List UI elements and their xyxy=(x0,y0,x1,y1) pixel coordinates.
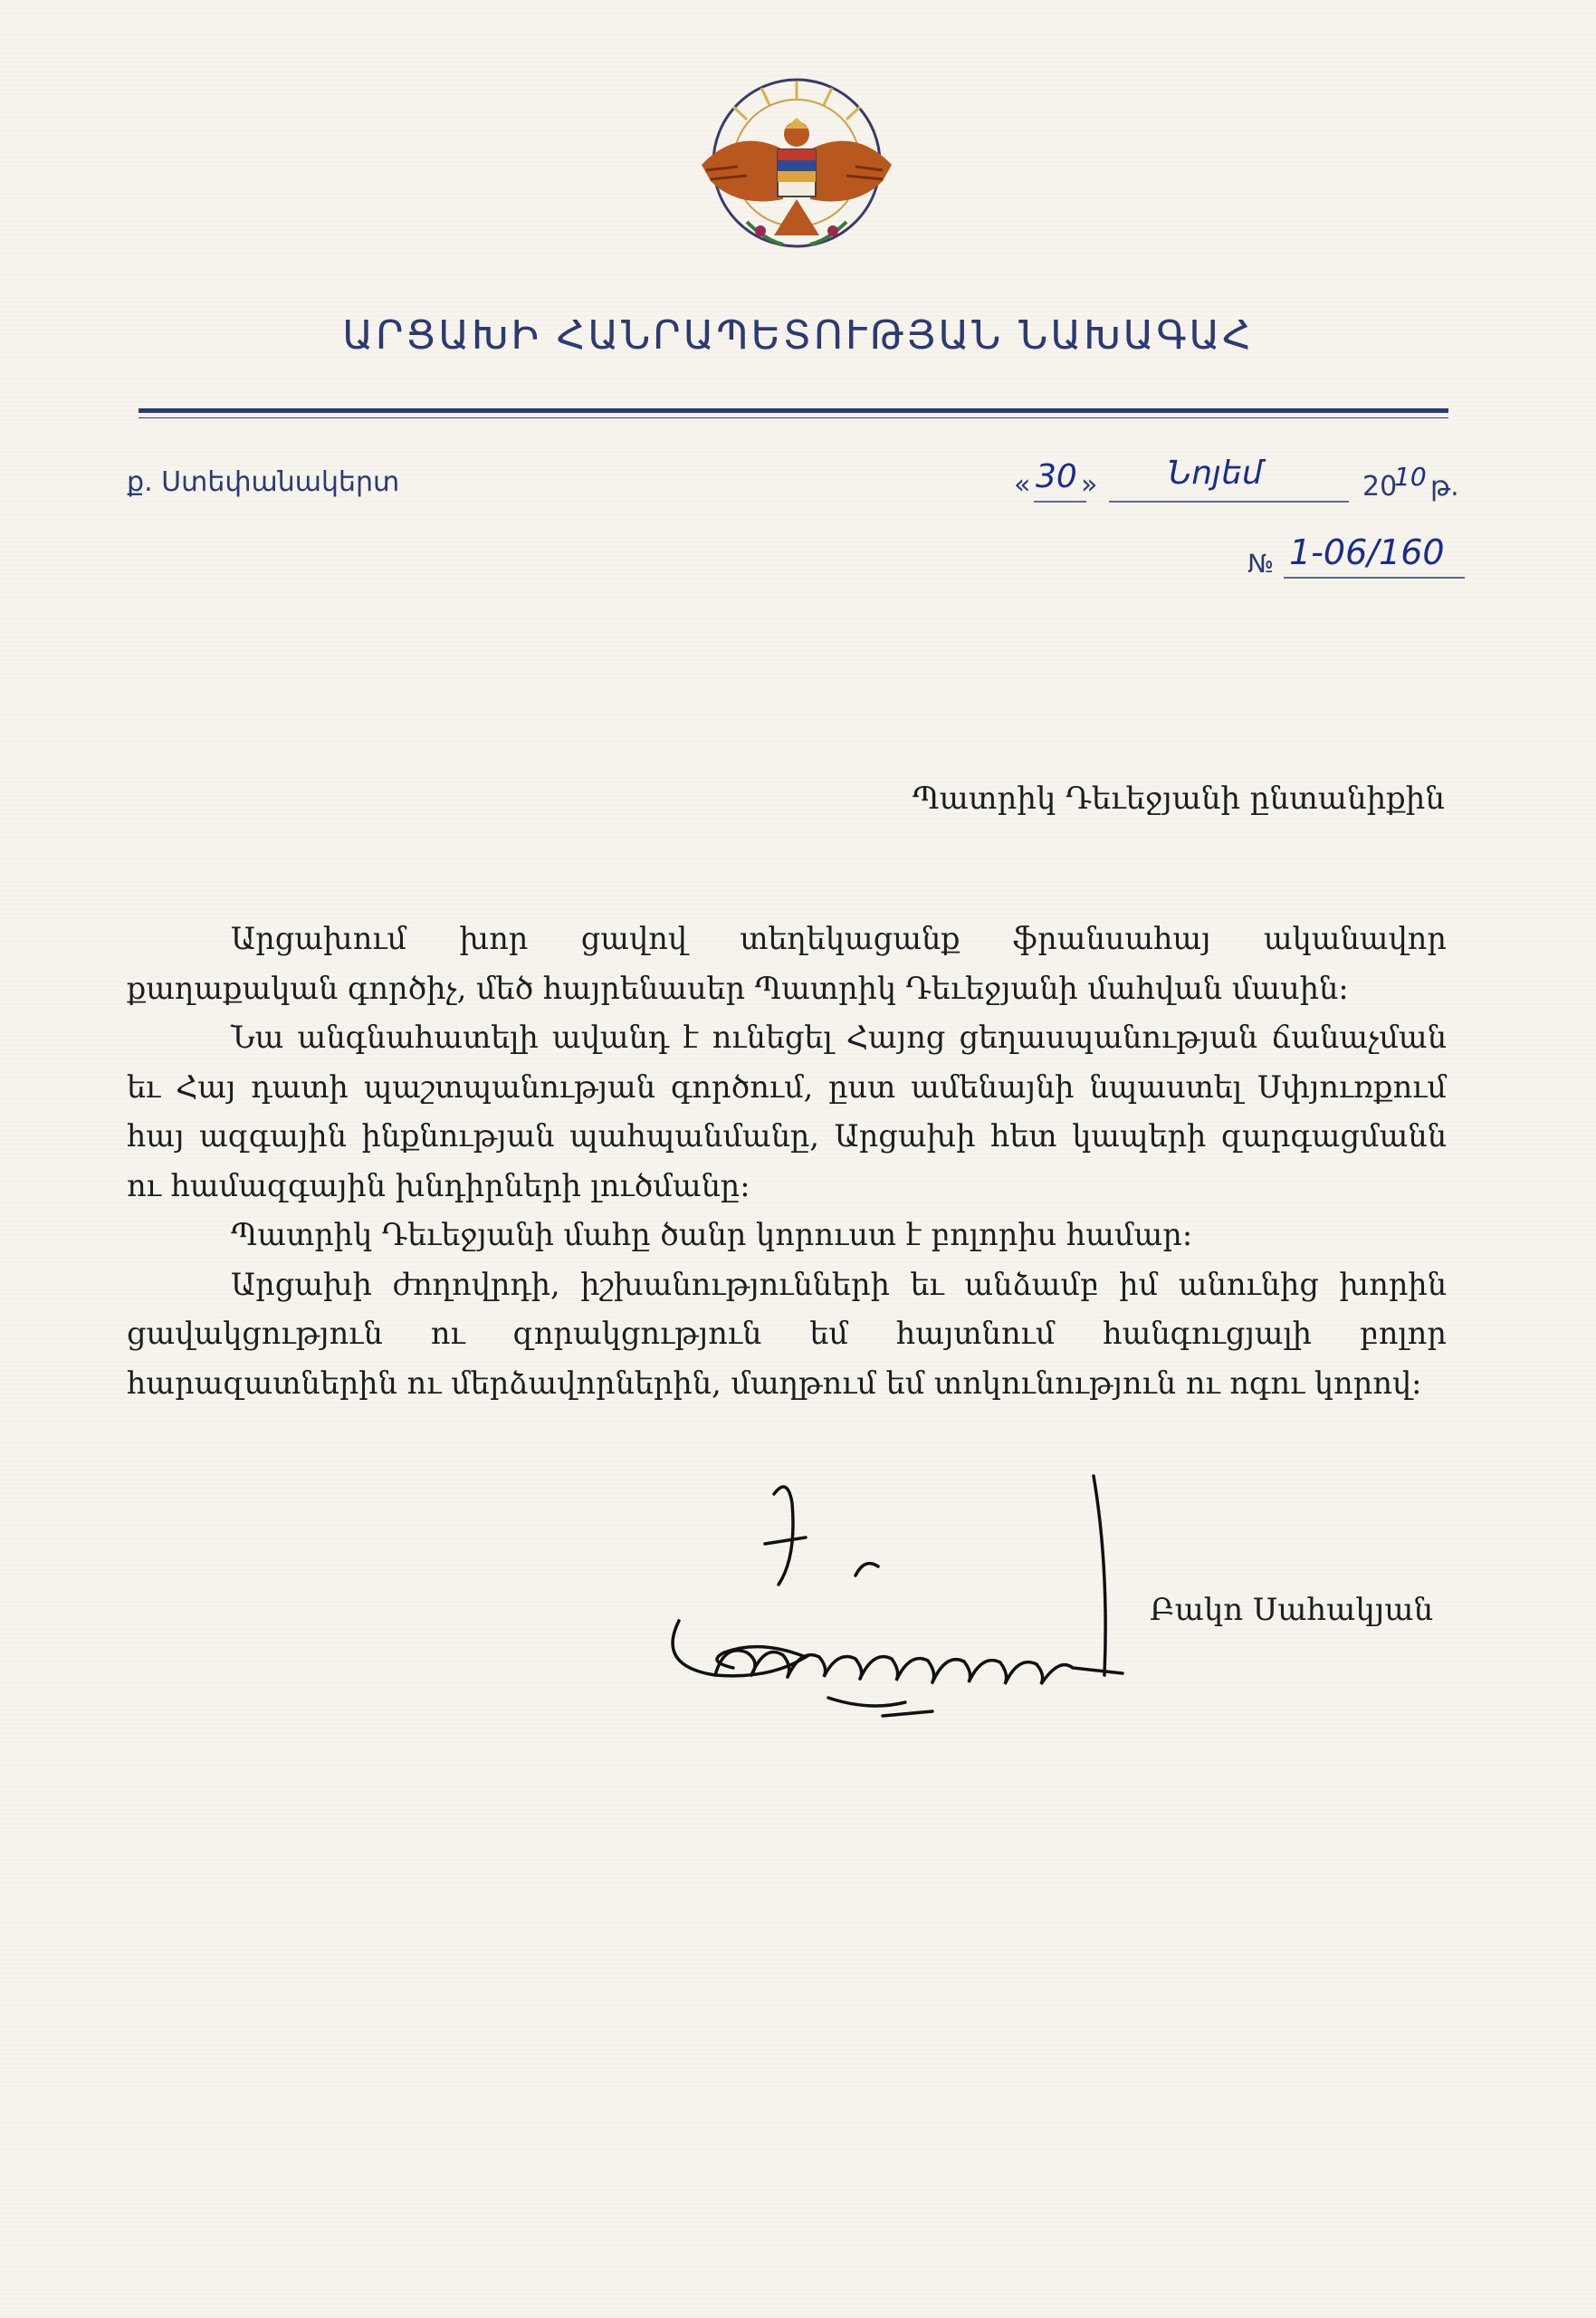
date-underline xyxy=(1014,500,1485,505)
recipient: Պատրիկ Դեւեջյանի ընտանիքին xyxy=(912,781,1445,817)
letter-body xyxy=(127,915,1447,1408)
header-rule-thick xyxy=(139,408,1448,413)
date-suffix: թ. xyxy=(1430,471,1459,503)
date-month: Նոյեմ xyxy=(1168,455,1263,492)
date-year-prefix: 20 xyxy=(1362,471,1398,503)
header-rule-thin xyxy=(139,417,1448,418)
paragraph: Արցախի ժողովրդի, իշխանությունների եւ անձամբ իմ անունից խորին ցավակցություն ու զորակցություն եմ հայտնում հանգուցյալի բոլոր հարազատներին ու մերձավորներին, մաղթում եմ տոկունություն ու ոգու կորով: xyxy=(127,1266,1447,1401)
handwritten-signature-icon xyxy=(661,1458,1132,1738)
reference-number xyxy=(1247,532,1519,587)
number-label: № xyxy=(1247,549,1275,579)
paragraph: Արցախում խոր ցավով տեղեկացանք ֆրանսահայ ականավոր քաղաքական գործիչ, մեծ հայրենասեր Պատրիկ Դեւեջյանի մահվան մասին: xyxy=(127,921,1447,1006)
signer-name: Բակո Սահակյան xyxy=(1150,1592,1434,1628)
number-underline xyxy=(1284,576,1465,581)
city-line: ք. Ստեփանակերտ xyxy=(127,466,400,498)
paragraph: Նա անգնահատելի ավանդ է ունեցել Հայոց ցեղասպանության ճանաչման եւ Հայ դատի պաշտպանության գործում, ըստ ամենայնի նպաստել Սփյուռքում հայ ազգային ինքնության պահպանմանը, Արցախի հետ կապերի զարգացմանն ու համազգային խնդիրների լուծմանը: xyxy=(127,1020,1447,1203)
org-title: ԱՐՑԱԽԻ ՀԱՆՐԱՊԵՏՈՒԹՅԱՆ ՆԱԽԱԳԱՀ xyxy=(342,312,1254,359)
coat-of-arms-icon xyxy=(683,63,910,272)
date-line xyxy=(1014,455,1485,509)
date-open-quote: « xyxy=(1014,469,1031,501)
date-close-quote: » xyxy=(1081,469,1098,501)
paragraph: Պատրիկ Դեւեջյանի մահը ծանր կորուստ է բոլորիս համար: xyxy=(231,1217,1193,1252)
date-day: 30 xyxy=(1036,458,1077,495)
date-year-hand: 10 xyxy=(1394,462,1427,492)
number-value: 1-06/160 xyxy=(1289,532,1445,572)
